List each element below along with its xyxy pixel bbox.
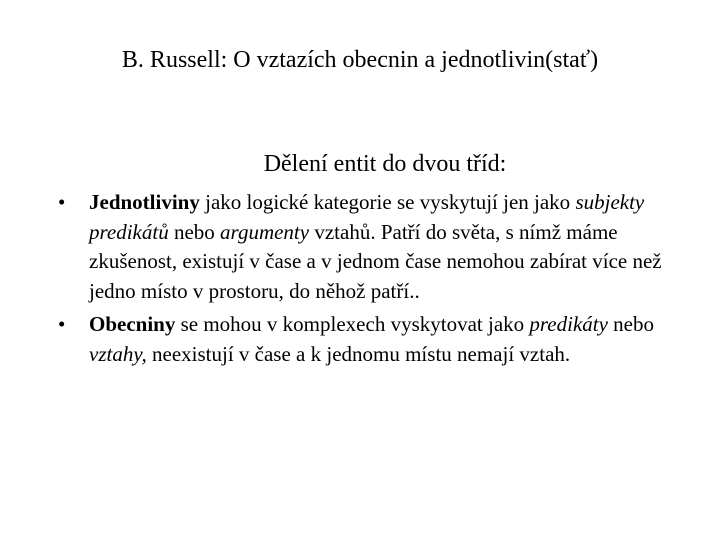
bullet-emphasis: subjekty predikátů (89, 190, 645, 244)
bullet-text: nebo (168, 219, 221, 244)
bullet-marker: • (58, 190, 66, 214)
bullet-emphasis: vztahy, (89, 341, 147, 366)
bullet-list (58, 188, 688, 373)
subheading: Dělení entit do dvou tříd: (263, 151, 507, 177)
bullet-item-obecniny (58, 310, 688, 369)
bullet-item-jednotliviny (58, 188, 688, 306)
bullet-term: Jednotliviny (89, 190, 200, 214)
bullet-text: neexistují v čase a k jednomu místu nemají vztah. (146, 341, 571, 366)
bullet-text: nebo (607, 312, 654, 336)
bullet-emphasis: predikáty (529, 312, 608, 336)
bullet-text: se mohou v komplexech vyskytovat jako (175, 312, 530, 336)
slide-title: B. Russell: O vztazích obecnin a jednotlivin(stať) (121, 47, 599, 73)
bullet-text: jako logické kategorie se vyskytují jen jako (199, 190, 576, 214)
bullet-marker: • (58, 312, 66, 336)
bullet-term: Obecniny (89, 312, 176, 336)
bullet-emphasis: argumenty (220, 219, 310, 244)
bullet-text: vztahů. Patří do světa, s nímž máme zkušenost, existují v čase a v jednom čase nemohou zabírat více než jedno místo v prostoru, do něhož patří.. (89, 219, 662, 303)
